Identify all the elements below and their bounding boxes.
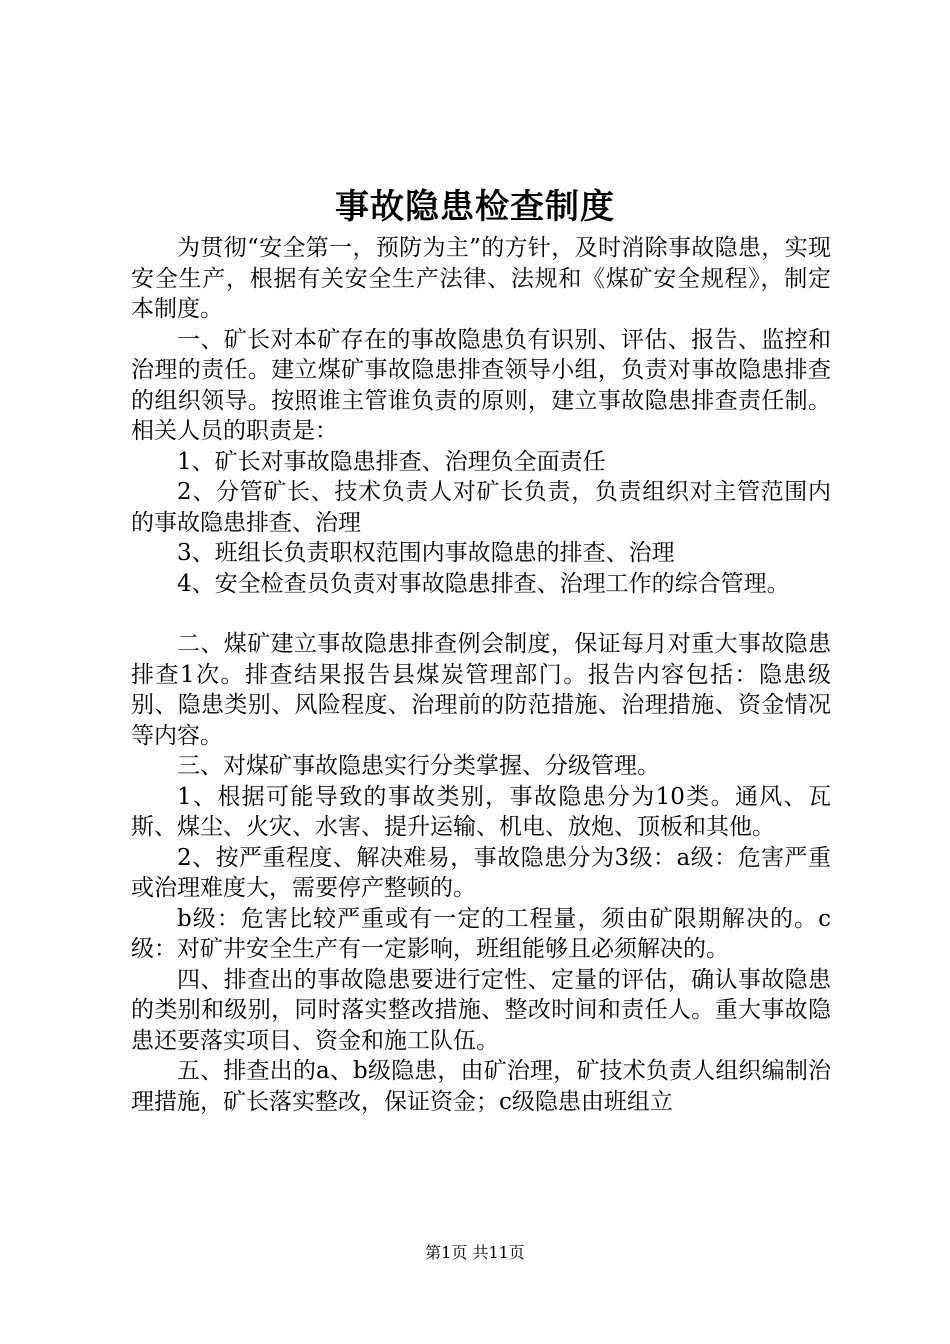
paragraph-item-3-2-cont: b级：危害比较严重或有一定的工程量，须由矿限期解决的。c级：对矿井安全生产有一定影响，班组能够且必须解决的。 <box>131 905 831 962</box>
paragraph-item-1-4: 4、安全检查员负责对事故隐患排查、治理工作的综合管理。 <box>177 570 790 597</box>
paragraph-section-3: 三、对煤矿事故隐患实行分类掌握、分级管理。 <box>177 753 660 779</box>
paragraph-item-3-2: 2、按严重程度、解决难易，事故隐患分为3级：a级：危害严重或治理难度大，需要停产整顿的。 <box>131 844 831 901</box>
paragraph-item-1-2: 2、分管矿长、技术负责人对矿长负责，负责组织对主管范围内的事故隐患排查、治理 <box>131 479 831 536</box>
document-title: 事故隐患检查制度 <box>335 187 615 227</box>
paragraph-item-1-1: 1、矿长对事故隐患排查、治理负全面责任 <box>177 448 606 475</box>
paragraph-section-2: 二、煤矿建立事故隐患排查例会制度，保证每月对重大事故隐患排查1次。排查结果报告县煤炭管理部门。报告内容包括：隐患级别、隐患类别、风险程度、治理前的防范措施、治理措施、资金情况等内容。 <box>131 631 831 749</box>
paragraph-section-5: 五、排查出的a、b级隐患，由矿治理，矿技术负责人组织编制治理措施，矿长落实整改，保证资金；c级隐患由班组立 <box>131 1058 831 1115</box>
paragraph-item-3-1: 1、根据可能导致的事故类别，事故隐患分为10类。通风、瓦斯、煤尘、火灾、水害、提升运输、机电、放炮、顶板和其他。 <box>131 783 831 840</box>
paragraph-item-1-3: 3、班组长负责职权范围内事故隐患的排查、治理 <box>177 540 675 566</box>
page-footer: 第1页 共11页 <box>425 1243 525 1262</box>
paragraph-intro: 为贯彻“安全第一，预防为主”的方针，及时消除事故隐患，实现安全生产，根据有关安全生产法律、法规和《煤矿安全规程》，制定本制度。 <box>131 235 831 322</box>
paragraph-section-1: 一、矿长对本矿存在的事故隐患负有识别、评估、报告、监控和治理的责任。建立煤矿事故隐患排查领导小组，负责对事故隐患排查的组织领导。按照谁主管谁负责的原则，建立事故隐患排查责任制。相关人员的职责是： <box>131 326 831 444</box>
paragraph-section-4: 四、排查出的事故隐患要进行定性、定量的评估，确认事故隐患的类别和级别，同时落实整改措施、整改时间和责任人。重大事故隐患还要落实项目、资金和施工队伍。 <box>131 966 831 1054</box>
document-body <box>131 233 831 1117</box>
